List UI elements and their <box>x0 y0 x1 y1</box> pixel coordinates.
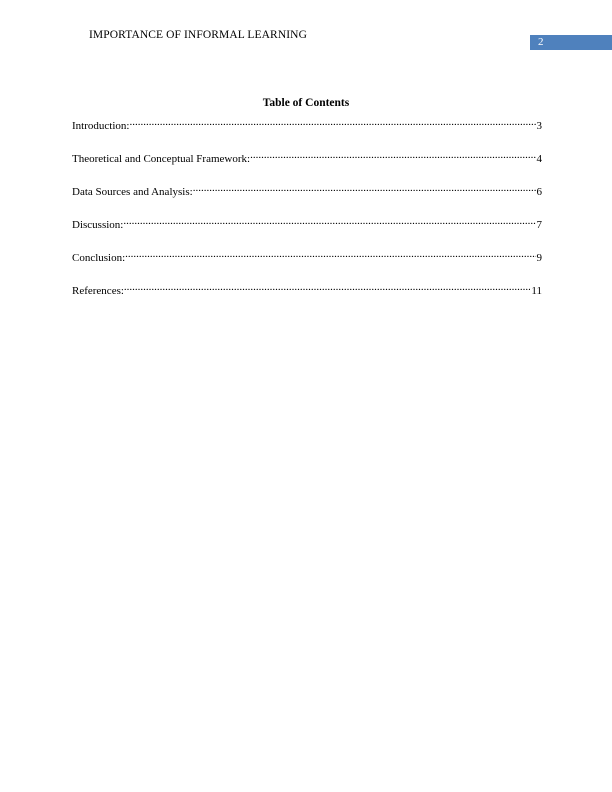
table-of-contents <box>72 115 542 313</box>
toc-entry-data-sources[interactable] <box>72 181 542 214</box>
toc-entry-label: Conclusion: <box>72 252 126 264</box>
dot-leader <box>125 247 535 261</box>
toc-entry-label: Discussion: <box>72 219 124 231</box>
dot-leader <box>193 181 536 195</box>
toc-entry-conclusion[interactable] <box>72 247 542 280</box>
toc-entry-references[interactable] <box>72 280 542 313</box>
toc-title: Table of Contents <box>262 97 350 109</box>
running-head: IMPORTANCE OF INFORMAL LEARNING <box>89 29 307 41</box>
toc-entry-label: Data Sources and Analysis: <box>72 186 193 198</box>
toc-entry-page: 4 <box>536 153 542 165</box>
toc-entry-page: 7 <box>536 219 542 231</box>
toc-entry-label: References: <box>72 285 124 297</box>
dot-leader <box>124 280 530 294</box>
toc-entry-page: 9 <box>536 252 542 264</box>
dot-leader <box>129 115 535 129</box>
toc-entry-framework[interactable] <box>72 148 542 181</box>
dot-leader <box>250 148 535 162</box>
toc-entry-label: Introduction: <box>72 120 130 132</box>
toc-entry-label: Theoretical and Conceptual Framework: <box>72 153 251 165</box>
page-number-badge <box>530 35 612 50</box>
toc-entry-page: 11 <box>531 285 542 297</box>
toc-entry-page: 6 <box>536 186 542 198</box>
toc-entry-page: 3 <box>536 120 542 132</box>
dot-leader <box>123 214 535 228</box>
toc-entry-discussion[interactable] <box>72 214 542 247</box>
page-number: 2 <box>538 36 544 48</box>
toc-entry-introduction[interactable] <box>72 115 542 148</box>
